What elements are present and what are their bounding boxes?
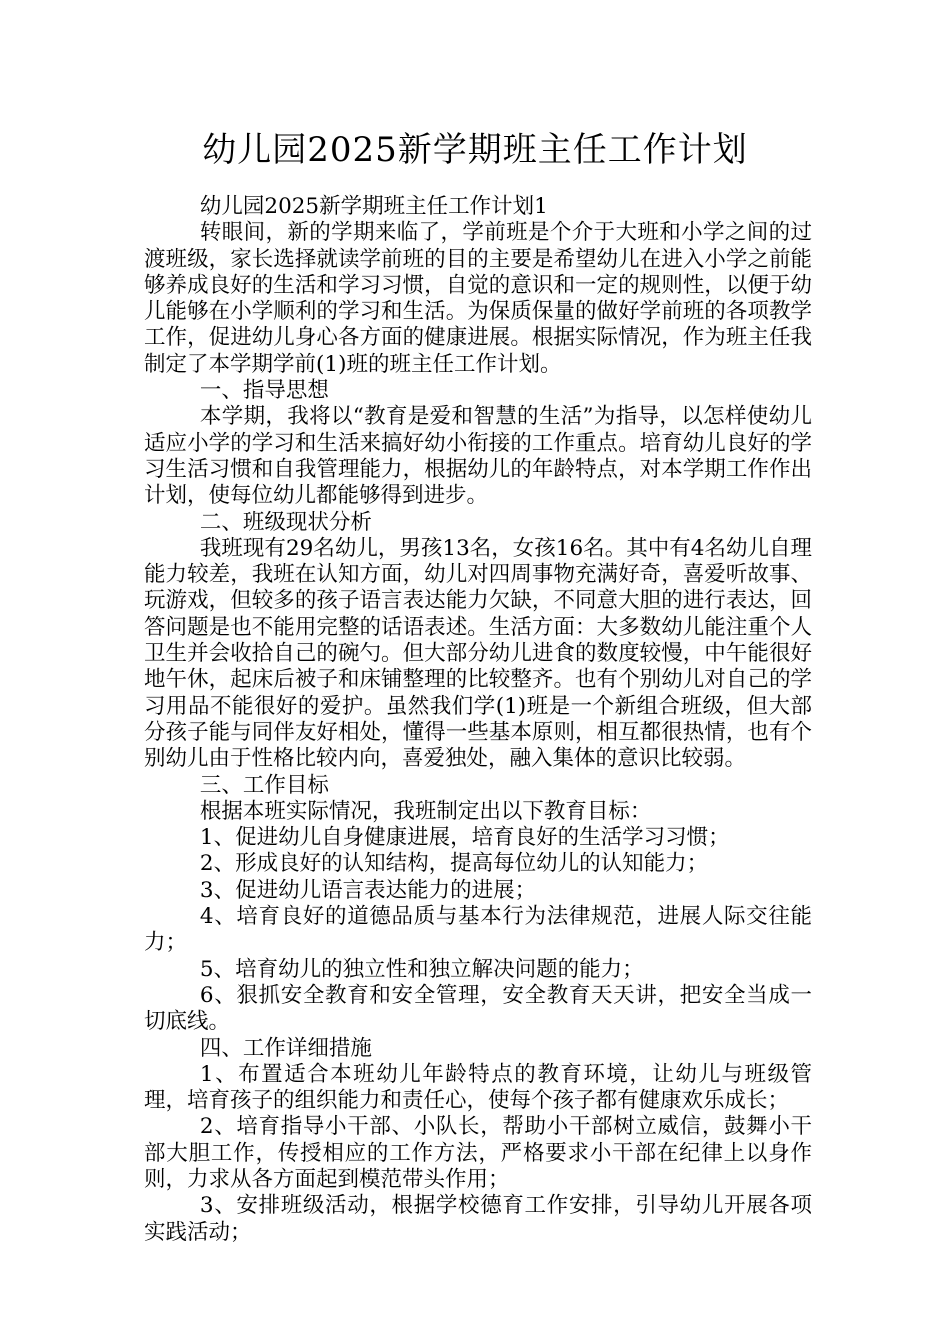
section-heading-class-status: 二、班级现状分析 (199, 509, 372, 535)
guiding-thought-paragraph: 本学期，我将以“教育是爱和智慧的生活”为指导，以怎样使幼儿适应小学的学习和生活来搞好幼小衔接的工作重点。培育幼儿良好的学习生活习惯和自我管理能力，根据幼儿的年龄特点，对本学期工作作出计划，使每位幼儿都能够得到进步。 (144, 404, 812, 509)
section-heading-guiding-thought: 一、指导思想 (199, 378, 329, 404)
document-body (144, 194, 812, 1246)
goal-item: 6、狠抓安全教育和安全管理，安全教育天天讲，把安全当成一切底线。 (144, 982, 812, 1035)
goal-item: 1、促进幼儿自身健康进展，培育良好的生活学习习惯； (199, 825, 730, 851)
work-goals-intro: 根据本班实际情况，我班制定出以下教育目标： (199, 798, 652, 824)
class-status-paragraph: 我班现有29名幼儿，男孩13名，女孩16名。其中有4名幼儿自理能力较差，我班在认知方面，幼儿对四周事物充满好奇，喜爱听故事、玩游戏，但较多的孩子语言表达能力欠缺，不同意大胆的进行表达，回答问题是也不能用完整的话语表述。生活方面：大多数幼儿能注重个人卫生并会收拾自己的碗勺。但大部分幼儿进食的数度较慢，中午能很好地午休，起床后被子和床铺整理的比较整齐。也有个别幼儿对自己的学习用品不能很好的爱护。虽然我们学(1)班是一个新组合班级，但大部分孩子能与同伴友好相处，懂得一些基本原则，相互都很热情，也有个别幼儿由于性格比较内向，喜爱独处，融入集体的意识比较弱。 (144, 535, 812, 772)
measure-item: 3、安排班级活动，根据学校德育工作安排，引导幼儿开展各项实践活动； (144, 1193, 812, 1245)
measure-item: 1、布置适合本班幼儿年龄特点的教育环境，让幼儿与班级管理，培育孩子的组织能力和责任心，使每个孩子都有健康欢乐成长； (144, 1061, 812, 1114)
document-title: 幼儿园2025新学期班主任工作计划 (202, 130, 748, 170)
measure-item: 2、培育指导小干部、小队长，帮助小干部树立威信，鼓舞小干部大胆工作，传授相应的工作方法，严格要求小干部在纪律上以身作则，力求从各方面起到模范带头作用； (144, 1114, 812, 1192)
goal-item: 4、培育良好的道德品质与基本行为法律规范，进展人际交往能力； (144, 904, 812, 956)
subtitle-paragraph: 幼儿园2025新学期班主任工作计划1 (199, 194, 548, 219)
goal-item: 5、培育幼儿的独立性和独立解决问题的能力； (199, 956, 644, 982)
section-heading-work-goals: 三、工作目标 (199, 772, 329, 798)
intro-paragraph: 转眼间，新的学期来临了，学前班是个介于大班和小学之间的过渡班级，家长选择就读学前班的目的主要是希望幼儿在进入小学之前能够养成良好的生活和学习习惯，自觉的意识和一定的规则性，以便于幼儿能够在小学顺利的学习和生活。为保质保量的做好学前班的各项教学工作，促进幼儿身心各方面的健康进展。根据实际情况，作为班主任我制定了本学期学前(1)班的班主任工作计划。 (144, 220, 812, 377)
goal-item: 2、形成良好的认知结构，提高每位幼儿的认知能力； (199, 851, 709, 877)
section-heading-measures: 四、工作详细措施 (199, 1035, 372, 1061)
goal-item: 3、促进幼儿语言表达能力的进展； (199, 877, 537, 903)
